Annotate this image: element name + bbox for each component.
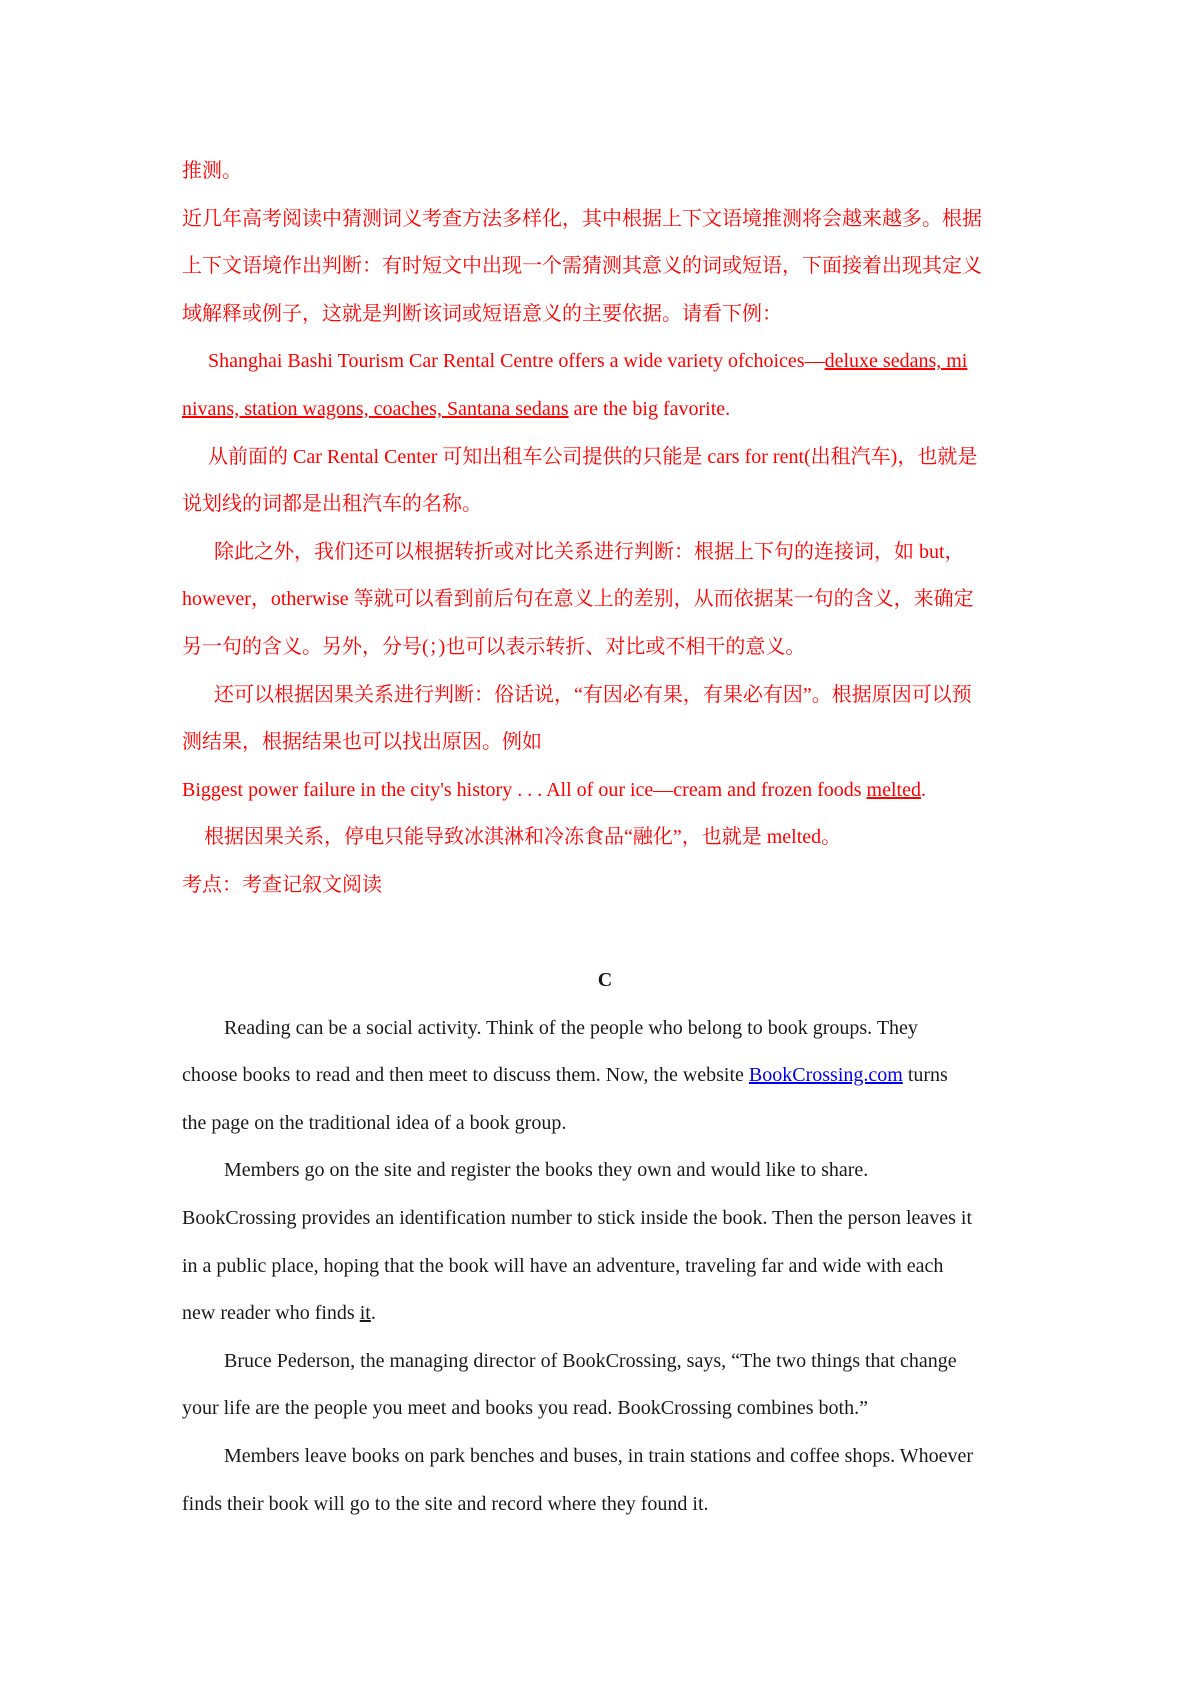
passage-text: your life are the people you meet and books you read. BookCrossing combines both.” (182, 1397, 868, 1420)
underlined-word: melted (866, 778, 921, 801)
passage-text: Members leave books on park benches and buses, in train stations and coffee shops. Whoever (224, 1445, 974, 1468)
passage-span: turns (902, 1064, 948, 1087)
passage-text: Members go on the site and register the books they own and would like to share. (224, 1159, 869, 1182)
example-text: Shanghai Bashi Tourism Car Rental Centre offers a wide variety ofchoices— (208, 350, 825, 373)
analysis-text: 说划线的词都是出租汽车的名称。 (182, 493, 482, 516)
analysis-text: 测结果，根据结果也可以找出原因。例如 (182, 731, 542, 754)
analysis-text: 域解释或例子，这就是判断该词或短语意义的主要依据。请看下例： (182, 302, 782, 325)
analysis-line: 推测。 (182, 160, 242, 182)
analysis-text: 根据因果关系，停电只能导致冰淇淋和冷冻食品“融化”，也就是 melted。 (204, 826, 842, 849)
website-link[interactable]: BookCrossing.com (748, 1064, 903, 1087)
passage-span: . (370, 1302, 376, 1325)
passage-text (182, 1290, 1028, 1338)
example-text: Biggest power failure in the city's history . . . All of our ice—cream and frozen foods (182, 778, 867, 801)
analysis-text: 另一句的含义。另外，分号(；)也可以表示转折、对比或不相干的意义。 (182, 635, 806, 658)
analysis-text: 除此之外，我们还可以根据转折或对比关系进行判断：根据上下句的连接词，如 but， (214, 540, 965, 563)
example-end: . (920, 778, 926, 801)
underlined-phrase: nivans, station wagons, coaches, Santana sedans (182, 397, 569, 420)
passage-text: Reading can be a social activity. Think of the people who belong to book groups. They (224, 1016, 918, 1039)
passage-span: new reader who finds (182, 1302, 360, 1325)
document-page (182, 148, 1028, 1528)
example-sentence (182, 338, 1028, 386)
analysis-text: 上下文语境作出判断：有时短文中出现一个需猜测其意义的词或短语，下面接着出现其定义 (182, 255, 982, 278)
example-text: are the big favorite. (568, 397, 731, 420)
example-sentence (182, 767, 1028, 815)
analysis-text: however，otherwise 等就可以看到前后句在意义上的差别，从而依据某一句的含义，来确定 (182, 588, 974, 611)
example-sentence (182, 386, 1028, 434)
analysis-text: 近几年高考阅读中猜测词义考查方法多样化，其中根据上下文语境推测将会越来越多。根据 (182, 207, 982, 230)
passage-span: choose books to read and then meet to discuss them. Now, the website (182, 1064, 749, 1087)
passage-text: Bruce Pederson, the managing director of BookCrossing, says, “The two things that change (224, 1349, 957, 1372)
kaodian-label: 考点：考查记叙文阅读 (182, 873, 382, 896)
section-heading: C (597, 969, 613, 992)
passage-text: finds their book will go to the site and record where they found it. (182, 1492, 709, 1515)
passage-text: BookCrossing provides an identification number to stick inside the book. Then the person leaves it (182, 1207, 973, 1230)
underlined-phrase: deluxe sedans, mi (824, 350, 968, 373)
analysis-text: 还可以根据因果关系进行判断：俗话说，“有因必有果，有果必有因”。根据原因可以预 (214, 683, 972, 706)
analysis-text: 从前面的 Car Rental Center 可知出租车公司提供的只能是 cars for rent(出租汽车)，也就是 (208, 445, 978, 468)
passage-text (182, 1052, 1028, 1100)
passage-text: in a public place, hoping that the book will have an adventure, traveling far and wide with each (182, 1254, 944, 1277)
section-gap (182, 910, 1028, 958)
underlined-word: it (359, 1302, 371, 1325)
passage-text: the page on the traditional idea of a book group. (182, 1111, 567, 1134)
